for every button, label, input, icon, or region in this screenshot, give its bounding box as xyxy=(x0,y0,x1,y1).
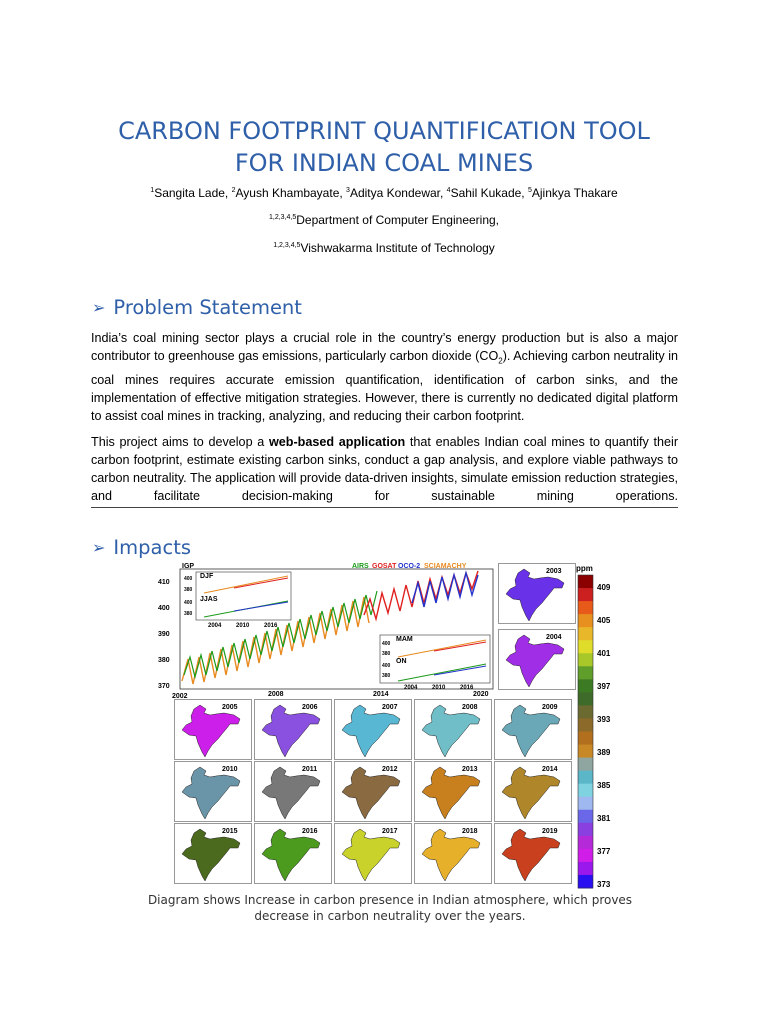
colorbar-tick: 389 xyxy=(597,748,611,757)
title-line-2: FOR INDIAN COAL MINES xyxy=(234,149,534,177)
colorbar-band xyxy=(578,679,593,693)
inset-x-tick: 2016 xyxy=(264,623,278,629)
colorbar-title: ppm xyxy=(576,564,593,573)
problem-statement-heading xyxy=(92,296,302,319)
para1-text-a: India’s coal mining sector plays a crucial role in the country’s energy production but is also a major contributor to greenhouse gas emissions, particularly carbon dioxide (CO xyxy=(91,331,678,363)
inset-x-tick: 2004 xyxy=(404,685,418,691)
map-panel-2019 xyxy=(495,824,572,884)
map-panel-2011 xyxy=(255,762,332,822)
colorbar-band xyxy=(578,575,593,589)
time-series-plot xyxy=(158,563,493,700)
y-tick: 370 xyxy=(158,683,170,690)
institute-name: Vishwakarma Institute of Technology xyxy=(300,241,495,255)
map-year-label: 2005 xyxy=(222,704,238,711)
colorbar-band xyxy=(578,823,593,837)
map-panel-2015 xyxy=(175,824,252,884)
x-tick: 2020 xyxy=(473,691,489,698)
co2-figure xyxy=(158,563,614,889)
colorbar-band xyxy=(578,692,593,706)
map-panel-2008 xyxy=(415,700,492,760)
colorbar-tick: 409 xyxy=(597,583,611,592)
map-year-label: 2011 xyxy=(302,766,318,773)
map-year-label: 2004 xyxy=(546,634,562,641)
map-panel-2007 xyxy=(335,700,412,760)
inset-y-tick: 400 xyxy=(184,576,193,582)
colorbar-band xyxy=(578,718,593,732)
department-name: Department of Computer Engineering, xyxy=(296,213,500,227)
y-tick: 410 xyxy=(158,579,170,586)
caption-line-2: decrease in carbon neutrality over the years. xyxy=(254,909,526,923)
arrow-bullet-icon: ➢ xyxy=(92,538,106,557)
map-year-label: 2015 xyxy=(222,828,238,835)
caption-line-1: Diagram shows Increase in carbon presence in Indian atmosphere, which proves xyxy=(147,893,633,907)
y-tick: 400 xyxy=(158,605,170,612)
colorbar-band xyxy=(578,588,593,602)
inset-x-tick: 2010 xyxy=(432,685,446,691)
map-panel-2010 xyxy=(175,762,252,822)
inset-y-tick: 400 xyxy=(382,663,391,669)
co2-subscript: 2 xyxy=(498,356,503,366)
map-panel-2006 xyxy=(255,700,332,760)
map-panel-2005 xyxy=(175,700,252,760)
inset-label-djf: DJF xyxy=(200,573,214,580)
colorbar-band xyxy=(578,614,593,628)
colorbar-band xyxy=(578,836,593,850)
colorbar-band xyxy=(578,797,593,811)
impacts-heading xyxy=(92,536,191,559)
author-sup: 3 xyxy=(346,187,350,194)
inset-y-tick: 380 xyxy=(184,587,193,593)
map-panel-2016 xyxy=(255,824,332,884)
para2-bold: web-based application xyxy=(268,435,406,449)
y-axis-ticks xyxy=(158,579,170,690)
document-title xyxy=(0,115,768,179)
department-sup: 1,2,3,4,5 xyxy=(268,214,297,221)
y-tick: 390 xyxy=(158,631,170,638)
map-year-label: 2006 xyxy=(302,704,318,711)
colorbar-band xyxy=(578,640,593,654)
colorbar-band xyxy=(578,653,593,667)
author-name: Aditya Kondewar, xyxy=(349,186,447,200)
institute-line xyxy=(0,241,768,255)
section-divider xyxy=(91,507,678,508)
x-axis-ticks xyxy=(172,691,489,700)
map-year-label: 2009 xyxy=(542,704,558,711)
x-tick: 2014 xyxy=(373,691,389,698)
author-name: Ajinkya Thakare xyxy=(531,186,618,200)
para2-text-a: This project aims to develop a xyxy=(91,435,269,449)
map-year-label: 2012 xyxy=(382,766,398,773)
y-tick: 380 xyxy=(158,657,170,664)
colorbar-band xyxy=(578,862,593,876)
para1-text-b: ). Achieving carbon neutrality in coal mines requires accurate emission quantification, identification of carbon sinks, and the implementation of effective mitigation strategies. However, there is currently no dedicated digital platform to assist coal mines in tracking, analyzing, and reducing their carbon footprint. xyxy=(91,349,679,423)
inset-label-on: ON xyxy=(396,658,407,665)
colorbar-gradient xyxy=(578,575,593,889)
map-year-label: 2008 xyxy=(462,704,478,711)
map-year-label: 2010 xyxy=(222,766,238,773)
legend-oco2: OCO-2 xyxy=(398,563,421,570)
map-panel-2003 xyxy=(499,564,576,624)
problem-paragraph-1 xyxy=(91,329,678,425)
department-line xyxy=(0,213,768,227)
map-panel-2018 xyxy=(415,824,492,884)
colorbar-band xyxy=(578,849,593,863)
inset-label-mam: MAM xyxy=(396,636,413,643)
map-panel-2012 xyxy=(335,762,412,822)
colorbar-band xyxy=(578,810,593,824)
inset-label-jjas: JJAS xyxy=(200,596,218,603)
inset-y-tick: 380 xyxy=(184,611,193,617)
arrow-bullet-icon: ➢ xyxy=(92,298,106,317)
inset-x-tick: 2010 xyxy=(236,623,250,629)
impacts-heading-text: Impacts xyxy=(113,536,192,559)
map-year-label: 2014 xyxy=(542,766,558,773)
x-tick: 2008 xyxy=(268,691,284,698)
colorbar-tick: 385 xyxy=(597,781,611,790)
author-name: Sangita Lade, xyxy=(154,186,232,200)
map-year-label: 2003 xyxy=(546,568,562,575)
colorbar-band xyxy=(578,784,593,798)
author-list xyxy=(0,186,768,200)
map-panel-2014 xyxy=(495,762,572,822)
problem-heading-text: Problem Statement xyxy=(113,296,302,319)
title-line-1: CARBON FOOTPRINT QUANTIFICATION TOOL xyxy=(118,117,650,145)
colorbar-band xyxy=(578,758,593,772)
legend-sciamachy: SCIAMACHY xyxy=(424,563,467,570)
colorbar-band xyxy=(578,705,593,719)
plot-title: IGP xyxy=(182,563,195,570)
colorbar-band xyxy=(578,732,593,746)
map-year-label: 2007 xyxy=(382,704,398,711)
map-year-label: 2013 xyxy=(462,766,478,773)
x-tick: 2002 xyxy=(172,693,188,700)
legend-airs: AIRS xyxy=(352,563,369,570)
colorbar-tick: 377 xyxy=(597,847,611,856)
colorbar-band xyxy=(578,627,593,641)
map-panel-2009 xyxy=(495,700,572,760)
inset-x-tick: 2004 xyxy=(208,623,222,629)
colorbar-tick: 397 xyxy=(597,682,611,691)
map-year-label: 2019 xyxy=(542,828,558,835)
colorbar-band xyxy=(578,601,593,615)
colorbar-band xyxy=(578,745,593,759)
colorbar-tick: 401 xyxy=(597,649,611,658)
ppm-colorbar xyxy=(576,564,611,889)
map-year-label: 2016 xyxy=(302,828,318,835)
inset-plot-bottom xyxy=(380,635,490,691)
colorbar-band xyxy=(578,875,593,889)
author-sup: 4 xyxy=(446,187,451,194)
map-panel-2004 xyxy=(499,630,576,690)
para2-text-b: that enables Indian coal mines to quantify their carbon footprint, estimate existing carbon sinks, conduct a gap analysis, and explore viable pathways to carbon neutrality. The application will provide data-driven insights, simulate emission reduction strategies, and facilitate decision-making for sustainable mining operations. xyxy=(91,435,679,503)
author-sup: 1 xyxy=(150,187,155,194)
colorbar-tick: 381 xyxy=(597,814,611,823)
legend-gosat: GOSAT xyxy=(372,563,397,570)
map-year-label: 2018 xyxy=(462,828,478,835)
colorbar-ticks xyxy=(597,583,611,889)
author-name: Sahil Kukade, xyxy=(450,186,528,200)
inset-y-tick: 380 xyxy=(382,673,391,679)
map-panel-2013 xyxy=(415,762,492,822)
author-sup: 2 xyxy=(231,187,236,194)
inset-x-tick: 2016 xyxy=(460,685,474,691)
problem-paragraph-2 xyxy=(91,433,678,505)
institute-sup: 1,2,3,4,5 xyxy=(273,242,301,249)
colorbar-band xyxy=(578,771,593,785)
map-panel-2017 xyxy=(335,824,412,884)
inset-y-tick: 400 xyxy=(184,600,193,606)
author-sup: 5 xyxy=(527,187,532,194)
colorbar-tick: 405 xyxy=(597,616,611,625)
inset-y-tick: 380 xyxy=(382,651,391,657)
colorbar-tick: 393 xyxy=(597,715,611,724)
inset-y-tick: 400 xyxy=(382,641,391,647)
author-name: Ayush Khambayate, xyxy=(235,186,347,200)
colorbar-band xyxy=(578,666,593,680)
map-year-label: 2017 xyxy=(382,828,398,835)
figure-caption xyxy=(120,892,660,924)
colorbar-tick: 373 xyxy=(597,880,611,889)
